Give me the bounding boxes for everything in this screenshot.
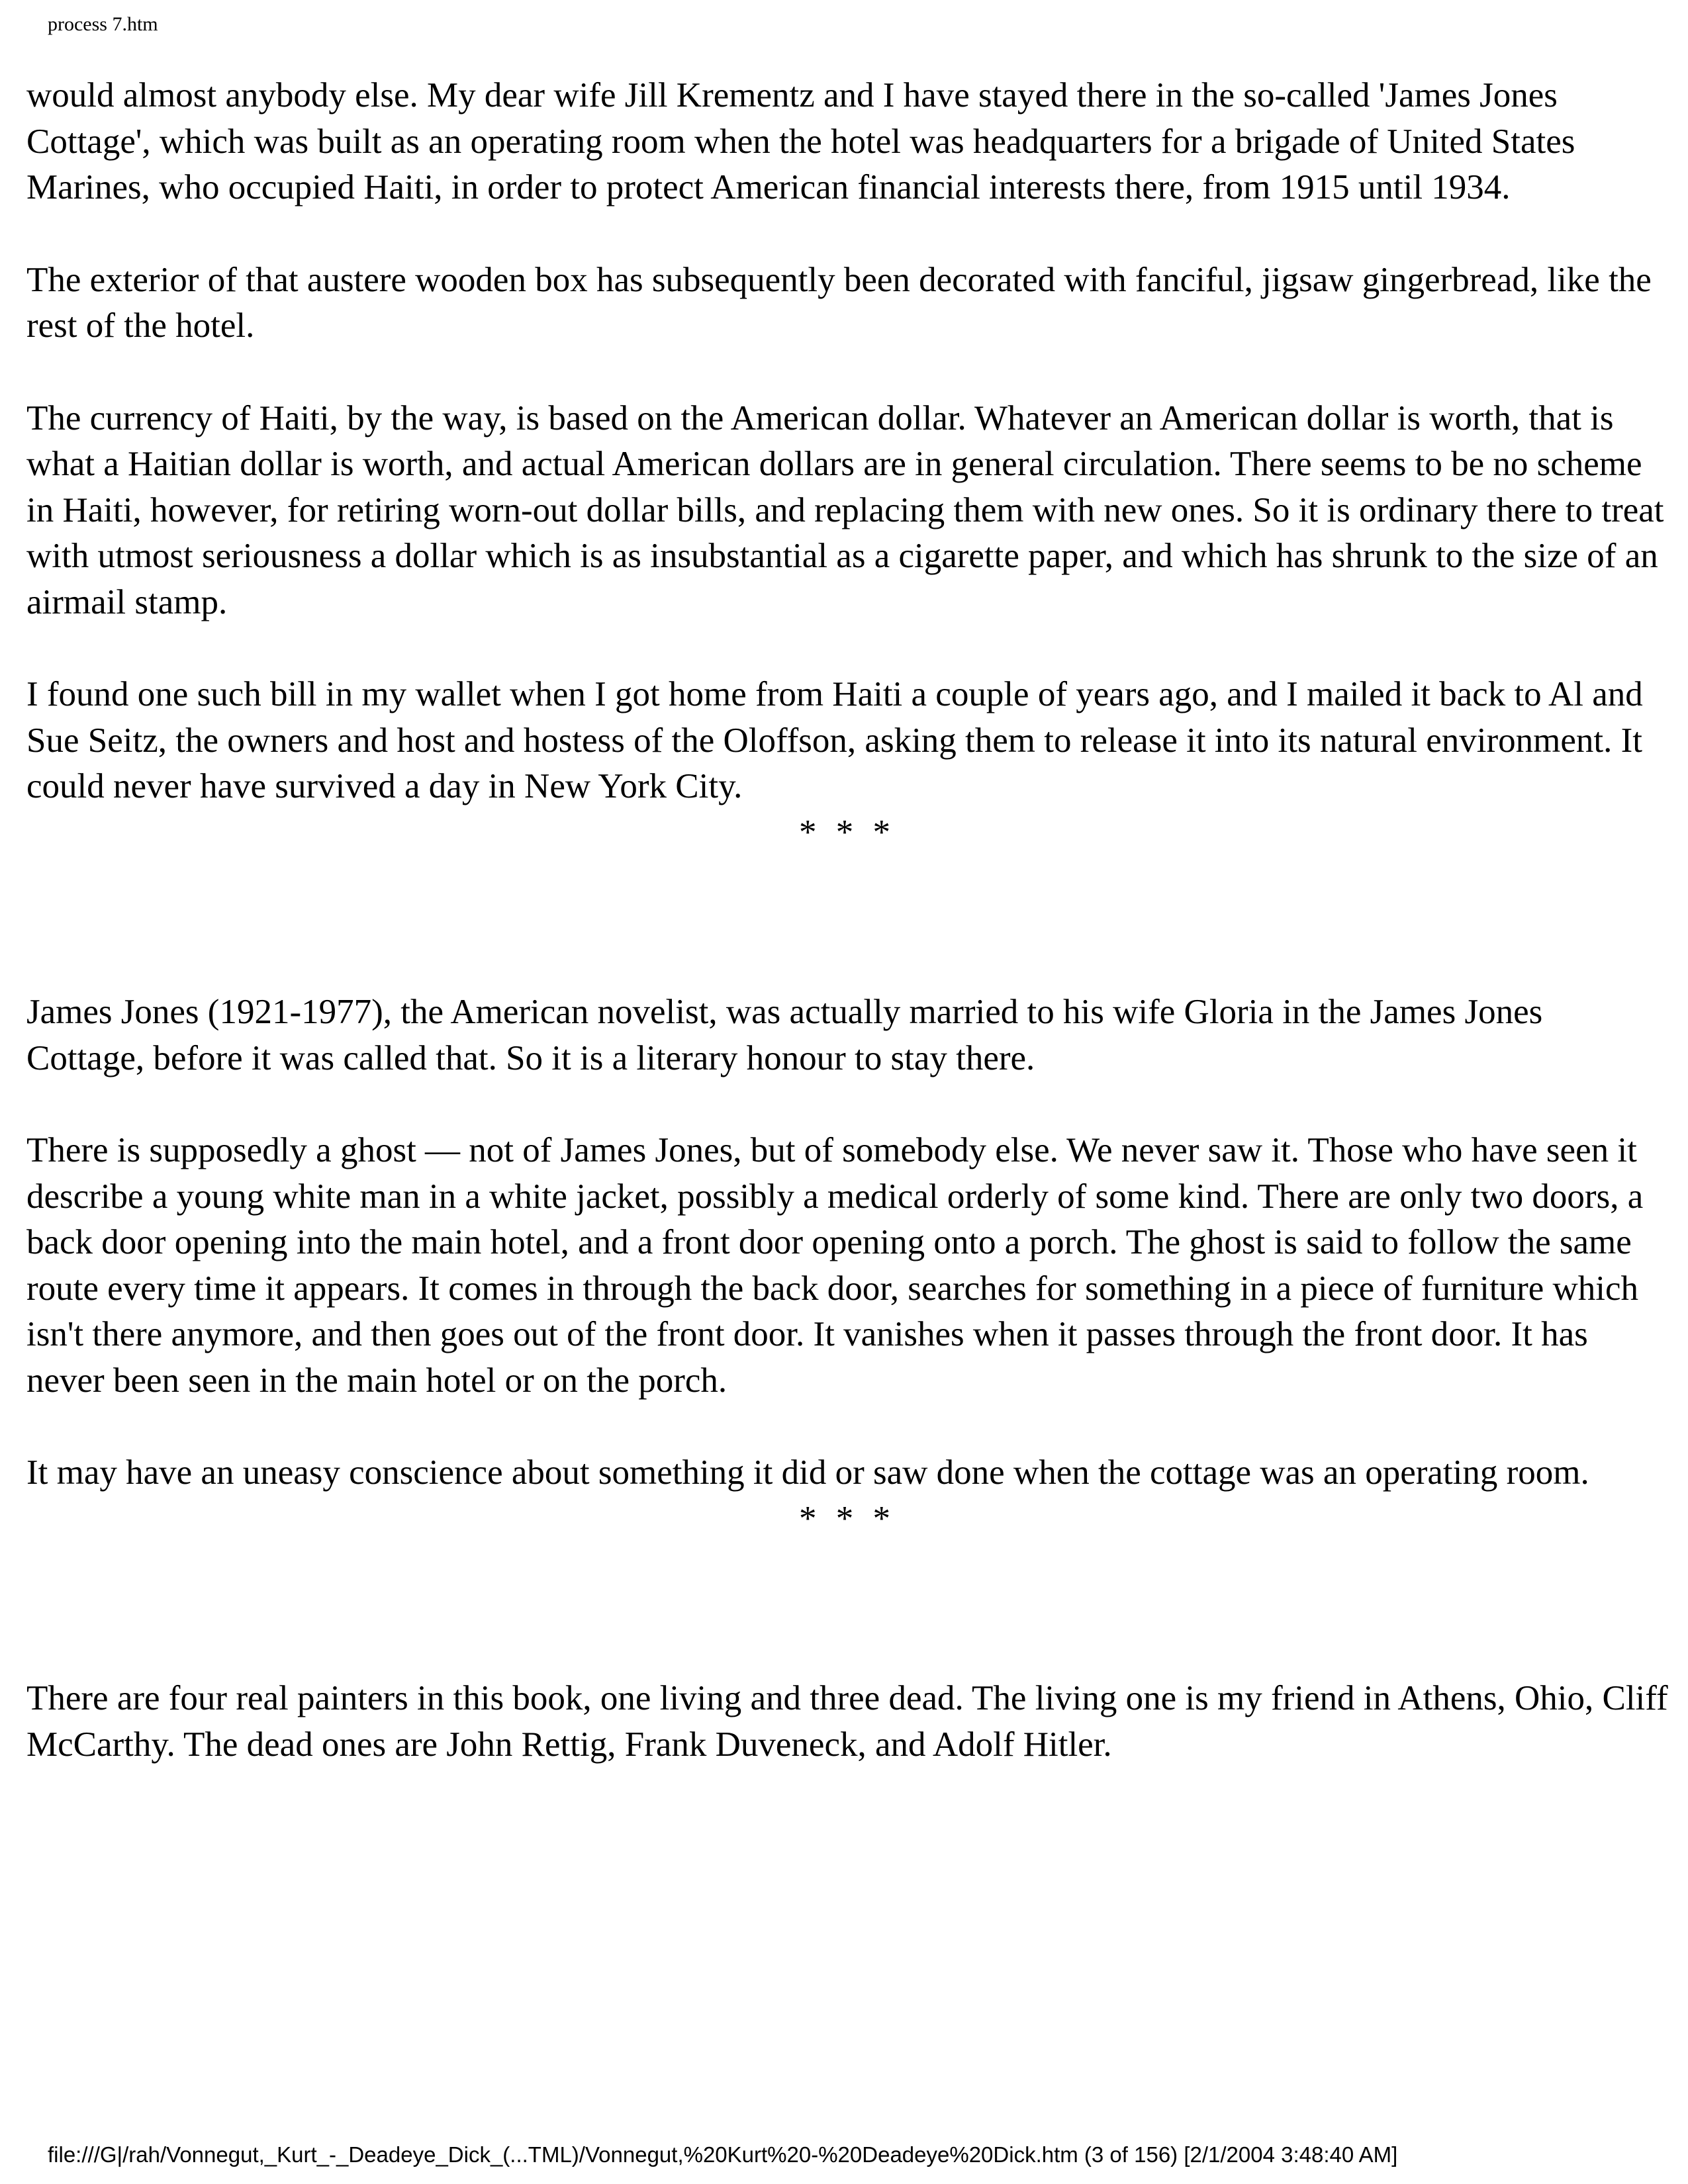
paragraph-ghost: There is supposedly a ghost — not of James Jones, but of somebody else. We never saw it. Those who have seen it describe a young white man in a white jacket, possibly a medical orderly of some kind. There are only two doors, a back door opening into the main hotel, and a front door opening onto a porch. The ghost is said to follow the same route every time it appears. It comes in through the back door, searches for something in a piece of furniture which isn't there anymore, and then goes out of the front door. It vanishes when it passes through the front door. It has never been seen in the main hotel or on the porch. [26,1131,1644,1400]
paragraph-gingerbread: The exterior of that austere wooden box has subsequently been decorated with fanciful, jigsaw gingerbread, like the rest of the hotel. [26,260,1652,345]
section-separator: * * * [799,1499,896,1538]
paragraph-james-jones-cottage: would almost anybody else. My dear wife Jill Krementz and I have stayed there in the so-called 'James Jones Cottage', which was built as an operating room when the hotel was headquarters for a brigade of United States Marines, who occupied Haiti, in order to protect American financial interests there, from 1915 until 1934. [26,76,1575,206]
paragraph-james-jones-novelist: James Jones (1921-1977), the American novelist, was actually married to his wife Gloria in the James Jones Cottage, before it was called that. So it is a literary honour to stay there. [26,993,1543,1077]
page-header-title: process 7.htm [48,13,158,35]
paragraph-currency: The currency of Haiti, by the way, is based on the American dollar. Whatever an American dollar is worth, that is what a Haitian dollar is worth, and actual American dollars are in general circulation. There seems to be no scheme in Haiti, however, for retiring worn-out dollar bills, and replacing them with new ones. So it is ordinary there to treat with utmost seriousness a dollar which is as insubstantial as a cigarette paper, and which has shrunk to the size of an airmail stamp. [26,398,1664,621]
section-separator: * * * [799,813,896,852]
document-body [26,73,1668,1768]
paragraph-uneasy-conscience: It may have an uneasy conscience about something it did or saw done when the cottage was an operating room. [26,1453,1589,1492]
paragraph-dollar-bill: I found one such bill in my wallet when I got home from Haiti a couple of years ago, and I mailed it back to Al and Sue Seitz, the owners and host and hostess of the Oloffson, asking them to release it into its natural environment. It could never have survived a day in New York City. [26,675,1643,805]
paragraph-painters: There are four real painters in this book, one living and three dead. The living one is my friend in Athens, Ohio, Cliff McCarthy. The dead ones are John Rettig, Frank Duveneck, and Adolf Hitler. [26,1679,1668,1764]
page-footer-url: file:///G|/rah/Vonnegut,_Kurt_-_Deadeye_Dick_(...TML)/Vonnegut,%20Kurt%20-%20Deadeye%20Dick.htm (3 of 156) [2/1/2004 3:48:40 AM] [48,2142,1398,2167]
